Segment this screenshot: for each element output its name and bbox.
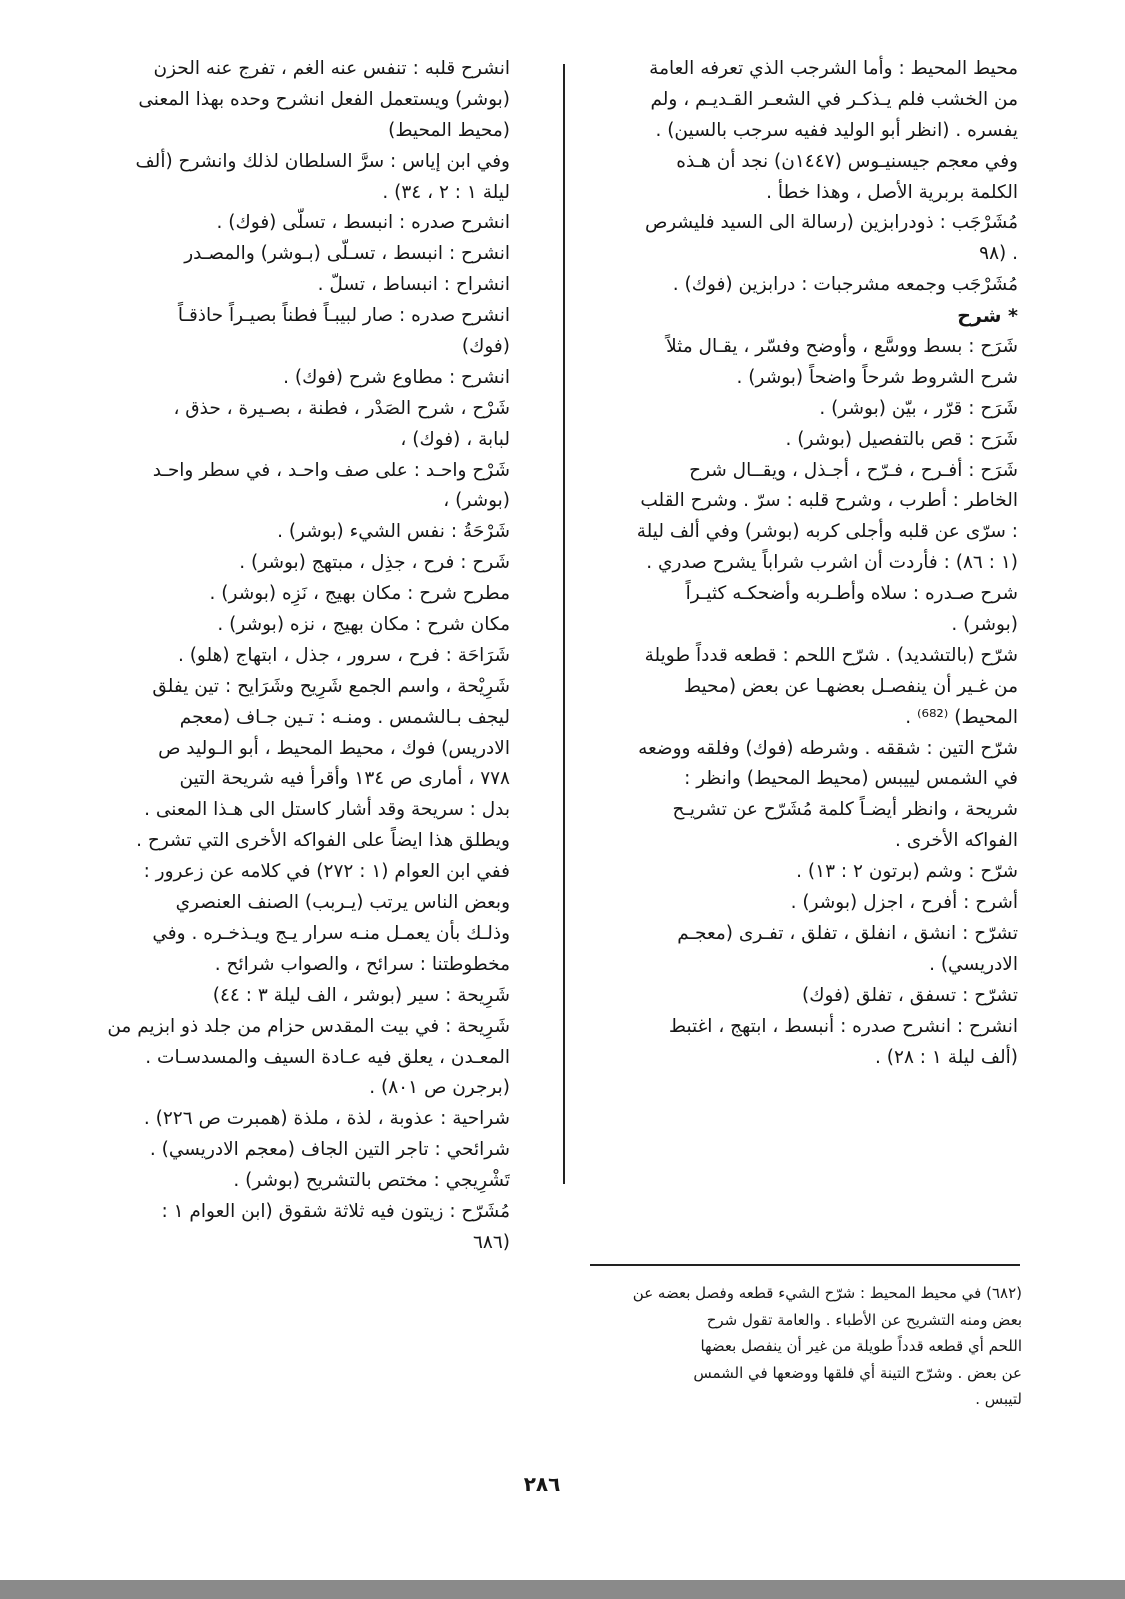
text-line: (ألف ليلة ١ : ٢٨) . (875, 1046, 1018, 1068)
text-line: وذلـك بأن يعمـل منـه سرار يـج ويـذخـره . وفي (152, 922, 510, 944)
text-line: لتيبس . (975, 1390, 1022, 1408)
text-line: (٦٨٢) في محيط المحيط : شرّح الشيء قطعه وفصل بعضه عن (632, 1284, 1022, 1302)
text-line: مُشَرْجَب وجمعه مشرجبات : درابزين (فوك) . (672, 274, 1018, 296)
text-line: انشرح : انبسط ، تسـلّى (بـوشر) والمصـدر (184, 243, 510, 265)
text-line: شرح صـدره : سلاه وأطـربه وأضحكـه كثيـراً (685, 583, 1018, 605)
text-line: في الشمس لييبس (محيط المحيط) وانظر : (684, 768, 1018, 790)
text-line: ليجف بـالشمس . ومنـه : تـين جـاف (معجم (179, 706, 510, 728)
text-line: شَرح : فرح ، جذِل ، مبتهج (بوشر) . (239, 552, 510, 574)
text-line: شراحية : عذوبة ، لذة ، ملذة (همبرت ص ٢٢٦) . (143, 1108, 510, 1130)
text-line: (بوشر) ، (443, 490, 510, 512)
scan-bottom-edge (0, 1580, 1125, 1599)
text-line: الادريس) فوك ، محيط المحيط ، أبو الـوليد ص (158, 737, 510, 759)
text-line: تشرّح : انشق ، انفلق ، تفلق ، تفـرى (معجـم (677, 922, 1018, 944)
text-line: شَرْح واحـد : على صف واحـد ، في سطر واحـد (152, 459, 510, 481)
text-line: مخطوطتنا : سرائح ، والصواب شرائح . (214, 953, 510, 975)
text-line: شَرَح : قرّر ، بيّن (بوشر) . (819, 397, 1018, 419)
text-line: تشرّح : تسفق ، تفلق (فوك) (802, 984, 1018, 1006)
text-line: شَرَح : قص بالتفصيل (بوشر) . (785, 428, 1018, 450)
text-line: (فوك) (461, 336, 510, 358)
text-line: انشرح صدره : انبسط ، تسلّى (فوك) . (216, 212, 510, 234)
text-line: (بوشر) ويستعمل الفعل انشرح وحده بهذا المعنى (138, 88, 510, 110)
text-line: شَرْح ، شرح الصَدْر ، فطنة ، بصـيرة ، حذق ، (173, 397, 510, 419)
text-line: مكان شرح : مكان بهيج ، نزه (بوشر) . (217, 614, 510, 636)
text-line: انشرح : انشرح صدره : أنبسط ، ابتهج ، اغتبط (668, 1015, 1018, 1037)
text-line: ليلة ١ : ٢ ، ٣٤) . (382, 181, 510, 203)
text-line: الكلمة بربرية الأصل ، وهذا خطأ . (766, 181, 1018, 203)
text-line: شَرِيحة : سير (بوشر ، الف ليلة ٣ : ٤٤) (212, 984, 510, 1006)
text-line: وفي معجم جيسنيـوس (١٤٤٧ن) نجد أن هـذه (676, 150, 1018, 172)
text-line: انشراح : انبساط ، تسلّ . (317, 274, 510, 296)
text-line: : سرّى عن قلبه وأجلى كربه (بوشر) وفي ألف ليلة (636, 521, 1018, 543)
text-line: (٦٨٦ (472, 1231, 510, 1253)
right-column (588, 54, 1018, 1073)
text-line: انشرح قلبه : تنفس عنه الغم ، تفرج عنه الحزن (153, 58, 510, 79)
text-line: مُشَرّح : زيتون فيه ثلاثة شقوق (ابن العوام ١ : (161, 1200, 510, 1222)
text-line: عن بعض . وشرّح التينة أي فلقها ووضعها في الشمس (693, 1363, 1022, 1382)
text-line: وفي ابن إياس : سرَّ السلطان لذلك وانشرح (ألف (135, 150, 510, 172)
text-line: ٧٧٨ ، أمارى ص ١٣٤ وأقرأ فيه شريحة التين (179, 768, 510, 790)
text-line: . (٩٨ (979, 243, 1018, 265)
text-line: شَرَح : أفـرح ، فـرّح ، أجـذل ، ويقــال شرح (689, 459, 1018, 481)
text-line: ويطلق هذا ايضاً على الفواكه الأخرى التي تشرح . (136, 830, 510, 852)
text-line: شَرَاحَة : فرح ، سرور ، جذل ، ابتهاج (هلو) . (177, 644, 510, 666)
text-line: شريحة ، وانظر أيضـاً كلمة مُشَرّح عن تشريـح (672, 799, 1018, 821)
text-line: المحيط) ⁽⁶⁸²⁾ . (905, 706, 1018, 728)
text-line: (١ : ٨٦) : فأردت أن اشرب شراباً يشرح صدري . (646, 552, 1018, 574)
column-divider (563, 64, 565, 1184)
text-line: شَرِيْحة ، واسم الجمع شَرِيح وشَرَايح : تين يفلق (152, 675, 510, 697)
text-line: شرّح (بالتشديد) . شرّح اللحم : قطعه قدداً طويلة (644, 644, 1018, 666)
text-line: شرّح التين : شققه . وشرطه (فوك) وفلقه ووضعه (638, 737, 1018, 759)
text-line: تَشْرِيجي : مختص بالتشريح (بوشر) . (233, 1170, 510, 1192)
text-line: الادريسي) . (929, 953, 1018, 975)
text-line: ففي ابن العوام (١ : ٢٧٢) في كلامه عن زعرور : (143, 861, 510, 883)
text-line: من غـير أن ينفصـل بعضهـا عن بعض (محيط (683, 675, 1018, 697)
text-line: شرّح : وشم (برتون ٢ : ١٣) . (796, 861, 1018, 883)
text-line: الفواكه الأخرى . (894, 830, 1018, 852)
text-line: (بوشر) . (951, 614, 1018, 636)
text-line: اللحم أي قطعه قدداً طويلة من غير أن ينفصل بعضها (700, 1337, 1022, 1355)
text-line: (برجرن ص ٨٠١) . (369, 1077, 510, 1099)
footnote-rule (590, 1264, 1020, 1266)
footnote (590, 1280, 1022, 1413)
text-line: مطرح شرح : مكان بهيج ، نَزِه (بوشر) . (209, 583, 510, 605)
left-column (80, 54, 510, 1259)
text-line: شَرَح : بسط ووسَّع ، وأوضح وفسّر ، يقـال مثلاً (666, 336, 1018, 358)
page-number: ٢٨٦ (523, 1472, 561, 1496)
text-line: مُشَرْجَب : ذودرابزين (رسالة الى السيد فليشرص (644, 212, 1018, 234)
text-line: شرائحي : تاجر التين الجاف (معجم الادريسي) . (149, 1139, 510, 1161)
text-line: أشرح : أفرح ، اجزل (بوشر) . (790, 892, 1018, 914)
text-line: انشرح : مطاوع شرح (فوك) . (283, 366, 510, 388)
text-line: بدل : سريحة وقد أشار كاستل الى هـذا المعنى . (144, 799, 510, 821)
entry-heading: * شرح (957, 305, 1018, 328)
text-line: لبابة ، (فوك) ، (400, 428, 510, 450)
text-line: وبعض الناس يرتب (يـربب) الصنف العنصري (175, 892, 510, 914)
text-line: شَرْحَةُ : نفس الشيء (بوشر) . (277, 521, 510, 543)
text-line: الخاطر : أطرب ، وشرح قلبه : سرّ . وشرح القلب (640, 490, 1018, 512)
text-line: شرح الشروط شرحاً واضحاً (بوشر) . (736, 366, 1018, 388)
text-line: محيط المحيط : وأما الشرجب الذي تعرفه العامة (649, 58, 1018, 79)
text-line: انشرح صدره : صار لبيبـاً فطناً بصيـراً حاذقـاً (177, 305, 510, 327)
text-line: بعض ومنه التشريح عن الأطباء . والعامة تقول شرح (706, 1310, 1022, 1329)
text-line: يفسره . (انظر أبو الوليد ففيه سرجب بالسين) . (655, 119, 1018, 141)
text-line: (محيط المحيط) (388, 119, 510, 141)
text-line: شَرِيحة : في بيت المقدس حزام من جلد ذو ابزيم من (107, 1015, 510, 1037)
text-line: من الخشب فلم يـذكـر في الشعـر القـديـم ، ولم (650, 88, 1018, 110)
text-line: المعـدن ، يعلق فيه عـادة السيف والمسدسـات . (145, 1046, 510, 1068)
